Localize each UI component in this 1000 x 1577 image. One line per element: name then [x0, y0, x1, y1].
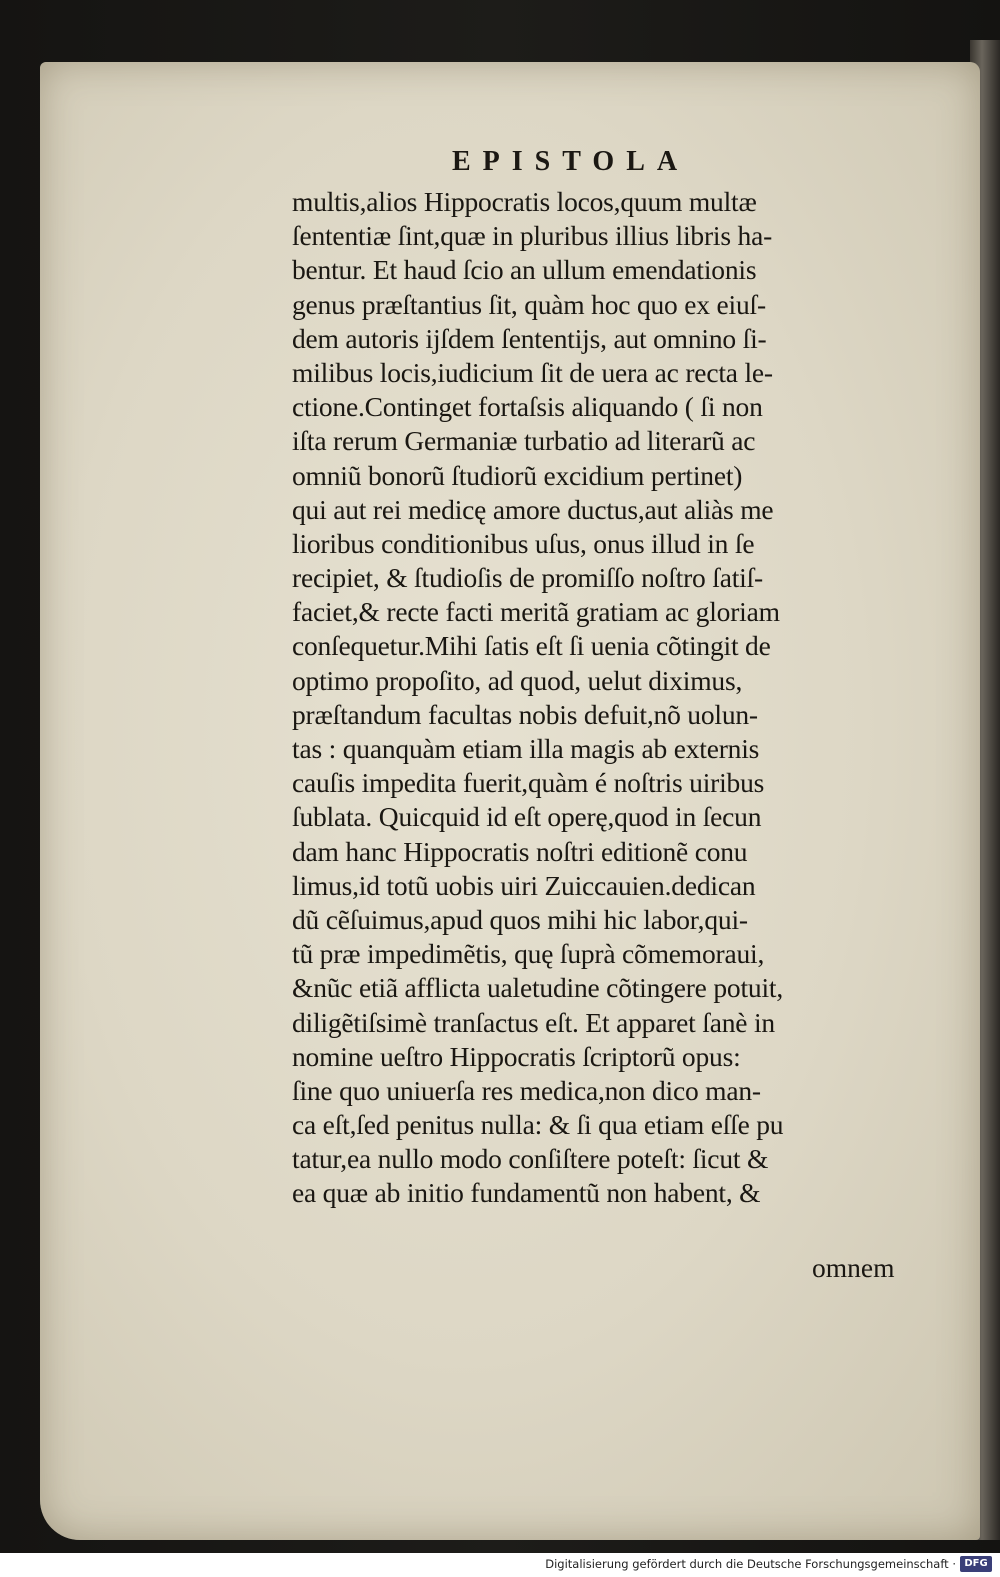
text-line: nomine ueſtro Hippocratis ſcriptorũ opus: [292, 1040, 741, 1072]
text-line: ſublata. Quicquid id eſt operę,quod in ſecun [292, 801, 762, 833]
text-line: genus præſtantius ſit, quàm hoc quo ex eiuſ- [292, 288, 766, 320]
text-line: ea quæ ab initio fundamentũ non habent, & [292, 1177, 761, 1209]
text-line: qui aut rei medicę amore ductus,aut aliàs me [292, 493, 774, 525]
text-line: dam hanc Hippocratis noſtri editionẽ conu [292, 835, 748, 867]
text-line: optimo propoſito, ad quod, uelut diximus, [292, 664, 743, 696]
dfg-logo: DFG [960, 1556, 992, 1572]
text-line: recipiet, & ſtudioſis de promiſſo noſtro ſatiſ- [292, 562, 764, 594]
text-line: &nũc etiã afflicta ualetudine cõtingere potuit, [292, 972, 784, 1004]
text-line: tũ præ impedimẽtis, quę ſuprà cõmemoraui, [292, 938, 765, 970]
text-line: milibus locis,iudicium ſit de uera ac recta le- [292, 356, 773, 388]
text-line: tatur,ea nullo modo conſiſtere poteſt: ſicut & [292, 1143, 769, 1175]
running-head: EPISTOLA [452, 146, 690, 177]
text-line: ca eſt,ſed penitus nulla: & ſi qua etiam eſſe pu [292, 1109, 784, 1141]
text-line: limus,id totũ uobis uiri Zuiccauien.dedican [292, 869, 756, 901]
text-line: ctione.Continget fortaſsis aliquando ( ſi non [292, 391, 763, 423]
text-line: multis,alios Hippocratis locos,quum multæ [292, 186, 757, 217]
text-line: omniũ bonorũ ſtudiorũ excidium pertinet) [292, 459, 743, 491]
catchword: omnem [812, 1252, 895, 1283]
body-text [292, 185, 932, 1211]
footer-bar [0, 1553, 1000, 1577]
text-line: ſententiæ ſint,quæ in pluribus illius libris ha- [292, 220, 773, 252]
text-line: conſequetur.Mihi ſatis eſt ſi uenia cõtingit de [292, 630, 771, 662]
text-line: præſtandum facultas nobis defuit,nõ uolun- [292, 698, 758, 730]
funding-credit: Digitalisierung gefördert durch die Deutsche Forschungsgemeinschaft · [545, 1557, 956, 1571]
text-line: dũ cẽſuimus,apud quos mihi hic labor,qui- [292, 903, 748, 935]
text-line: tas : quanquàm etiam illa magis ab externis [292, 733, 760, 764]
text-line: lioribus conditionibus uſus, onus illud in ſe [292, 527, 755, 559]
text-line: dem autoris ijſdem ſententijs, aut omnino ſi- [292, 322, 767, 354]
text-line: ſine quo uniuerſa res medica,non dico man- [292, 1074, 761, 1106]
text-line: cauſis impedita fuerit,quàm é noſtris uiribus [292, 767, 765, 799]
text-line: iſta rerum Germaniæ turbatio ad literarũ ac [292, 425, 756, 457]
text-line: bentur. Et haud ſcio an ullum emendationis [292, 254, 757, 286]
text-line: faciet,& recte facti meritã gratiam ac gloriam [292, 596, 780, 628]
text-line: diligẽtiſsimè tranſactus eſt. Et apparet ſanè in [292, 1006, 775, 1038]
